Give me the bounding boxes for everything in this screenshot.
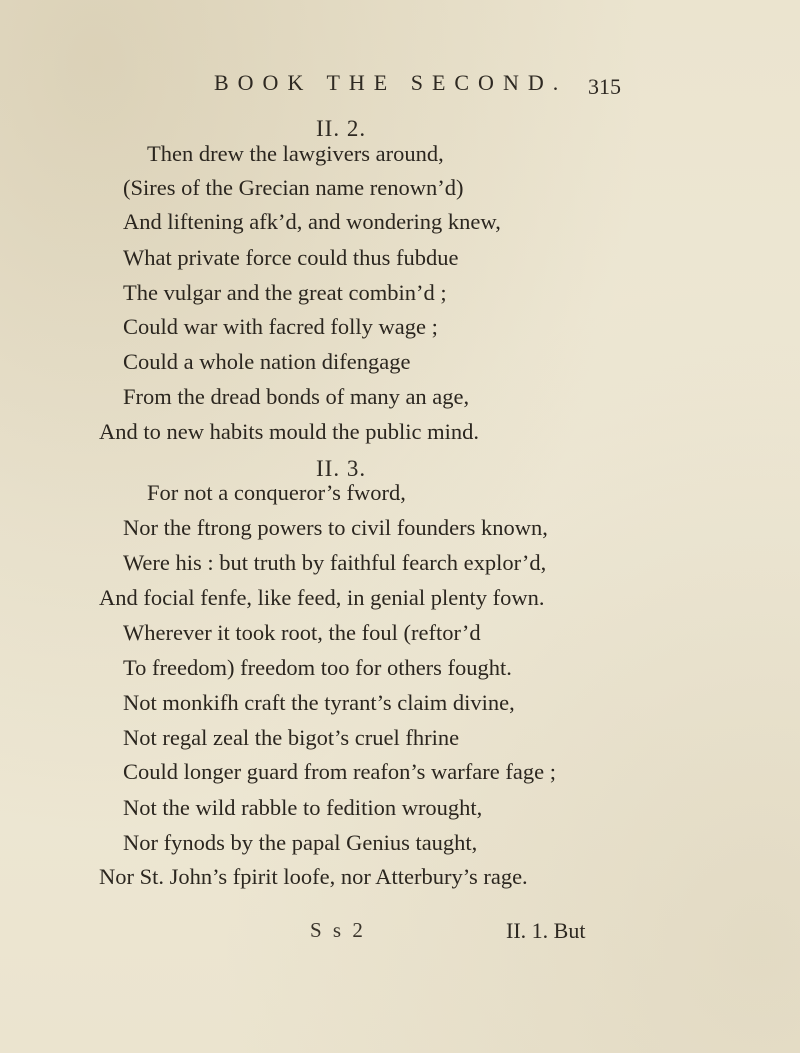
stanza-heading-2: II. 2. — [316, 116, 367, 141]
poem-line: Not monkifh craft the tyrant’s claim divine, — [123, 690, 515, 715]
poem-line: Not the wild rabble to fedition wrought, — [123, 795, 483, 820]
poem-line: And liftening afk’d, and wondering knew, — [123, 209, 501, 234]
poem-line: The vulgar and the great combin’d ; — [123, 280, 447, 305]
poem-line: And to new habits mould the public mind. — [99, 419, 479, 444]
poem-line: Then drew the lawgivers around, — [147, 141, 444, 166]
poem-line: Not regal zeal the bigot’s cruel fhrine — [123, 725, 460, 750]
poem-line: From the dread bonds of many an age, — [123, 384, 470, 409]
poem-line: What private force could thus fubdue — [123, 245, 459, 270]
poem-line: Wherever it took root, the foul (reftor’d — [123, 620, 481, 645]
stanza-heading-3: II. 3. — [316, 456, 367, 481]
poem-line: Could war with facred folly wage ; — [123, 314, 438, 339]
page-number: 315 — [588, 74, 621, 99]
poem-line: Nor fynods by the papal Genius taught, — [123, 830, 478, 855]
poem-line: (Sires of the Grecian name renown’d) — [123, 175, 464, 200]
catchword: II. 1. But — [506, 918, 586, 943]
poem-line: And focial fenfe, like feed, in genial plenty fown. — [99, 585, 545, 610]
poem-line: For not a conqueror’s fword, — [147, 480, 406, 505]
poem-line: To freedom) freedom too for others fought. — [123, 655, 512, 680]
running-head: BOOK THE SECOND. — [214, 70, 568, 95]
signature-mark: S s 2 — [310, 918, 366, 942]
poem-line: Could longer guard from reafon’s warfare fage ; — [123, 759, 556, 784]
poem-line: Were his : but truth by faithful fearch explor’d, — [123, 550, 547, 575]
poem-line: Nor the ftrong powers to civil founders known, — [123, 515, 548, 540]
poem-line: Could a whole nation difengage — [123, 349, 411, 374]
poem-line: Nor St. John’s fpirit loofe, nor Atterbury’s rage. — [99, 864, 528, 889]
